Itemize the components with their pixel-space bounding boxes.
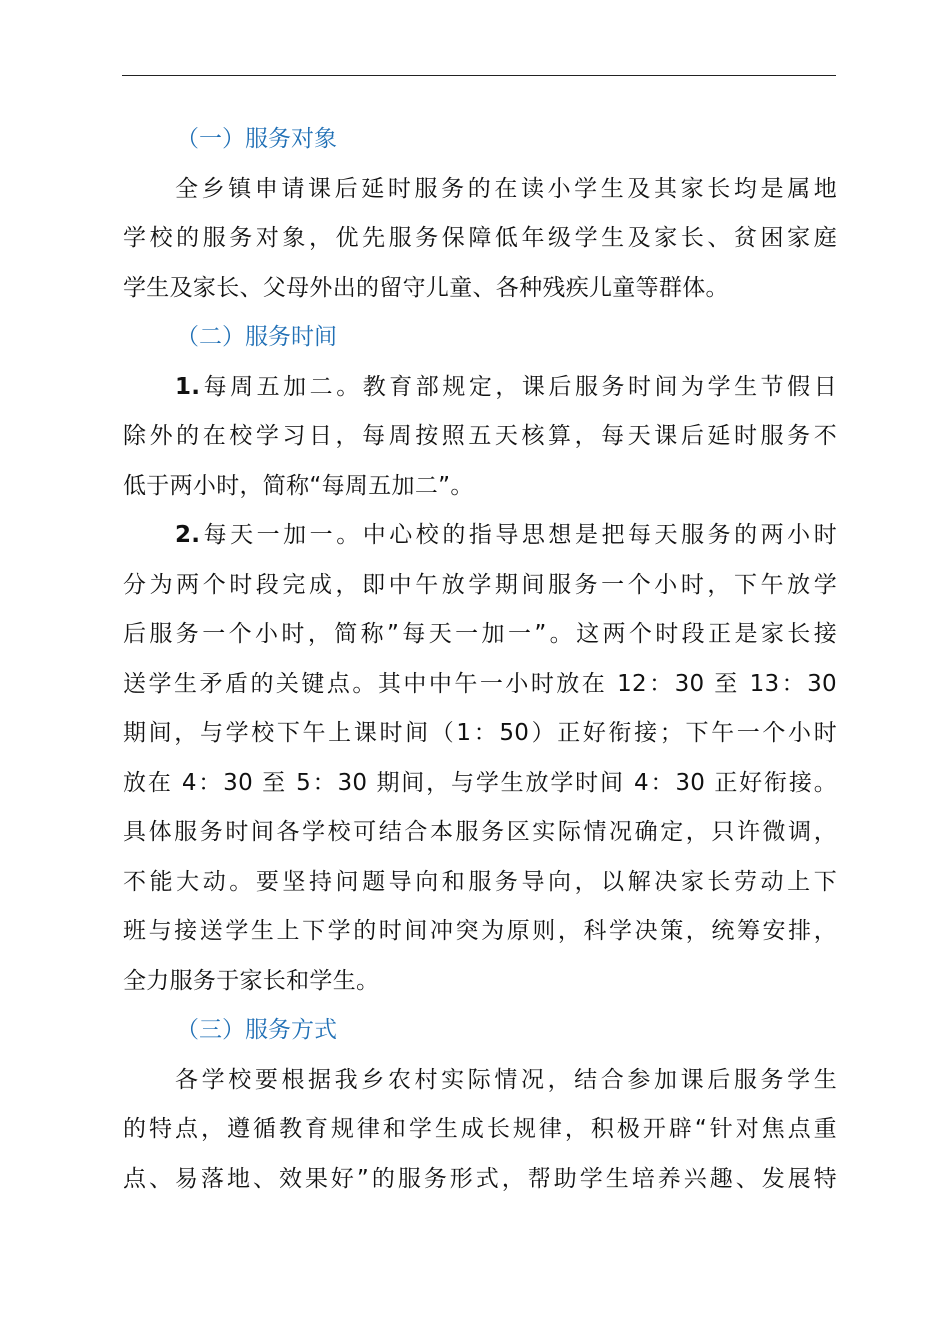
text-line: 班与接送学生上下学的时间冲突为原则，科学决策，统筹安排，: [123, 918, 837, 944]
text-line: 全乡镇申请课后延时服务的在读小学生及其家长均是属地: [175, 175, 837, 202]
header-rule: [122, 75, 836, 76]
section-heading-service-time: （二）服务时间: [176, 324, 337, 350]
text-line-content: 每天一加一。中心校的指导思想是把每天服务的两小时: [200, 522, 837, 548]
text-line: 具体服务时间各学校可结合本服务区实际情况确定，只许微调，: [123, 819, 837, 845]
text-line: 学生及家长、父母外出的留守儿童、各种残疾儿童等群体。: [123, 274, 729, 301]
paragraph-one-plus-one: [123, 511, 837, 1006]
paragraph-five-plus-two: [123, 363, 837, 512]
paragraph-service-target: [123, 165, 837, 314]
text-line: 期间，与学校下午上课时间（1：50）正好衔接；下午一个小时: [123, 720, 837, 746]
text-line: 低于两小时，简称“每周五加二”。: [123, 472, 474, 499]
item-number: 1.: [175, 373, 201, 400]
text-line: 放在 4：30 至 5：30 期间，与学生放学时间 4：30 正好衔接。: [123, 769, 837, 796]
text-line: 的特点，遵循教育规律和学生成长规律，积极开辟“针对焦点重: [123, 1116, 837, 1142]
text-line: 各学校要根据我乡农村实际情况，结合参加课后服务学生: [175, 1066, 837, 1093]
text-line: 点、易落地、效果好”的服务形式，帮助学生培养兴趣、发展特: [123, 1165, 837, 1192]
text-line: 分为两个时段完成，即中午放学期间服务一个小时，下午放学: [123, 571, 837, 598]
text-line: 除外的在校学习日，每周按照五天核算，每天课后延时服务不: [123, 423, 837, 449]
section-heading-service-method: （三）服务方式: [176, 1017, 337, 1043]
text-line: 学校的服务对象，优先服务保障低年级学生及家长、贫困家庭: [123, 225, 837, 251]
document-body: [123, 115, 837, 1204]
text-line-content: 每周五加二。教育部规定，课后服务时间为学生节假日: [200, 373, 837, 400]
text-line: 不能大动。要坚持问题导向和服务导向，以解决家长劳动上下: [123, 868, 837, 895]
section-heading-service-target: （一）服务对象: [176, 126, 337, 152]
text-line: 后服务一个小时，简称”每天一加一”。这两个时段正是家长接: [123, 621, 837, 647]
paragraph-service-method: [123, 1056, 837, 1205]
text-line: [123, 511, 837, 561]
text-line: [123, 363, 837, 413]
text-line: 全力服务于家长和学生。: [123, 967, 380, 994]
text-line: 送学生矛盾的关键点。其中中午一小时放在 12：30 至 13：30: [123, 670, 837, 697]
item-number: 2.: [175, 522, 201, 548]
